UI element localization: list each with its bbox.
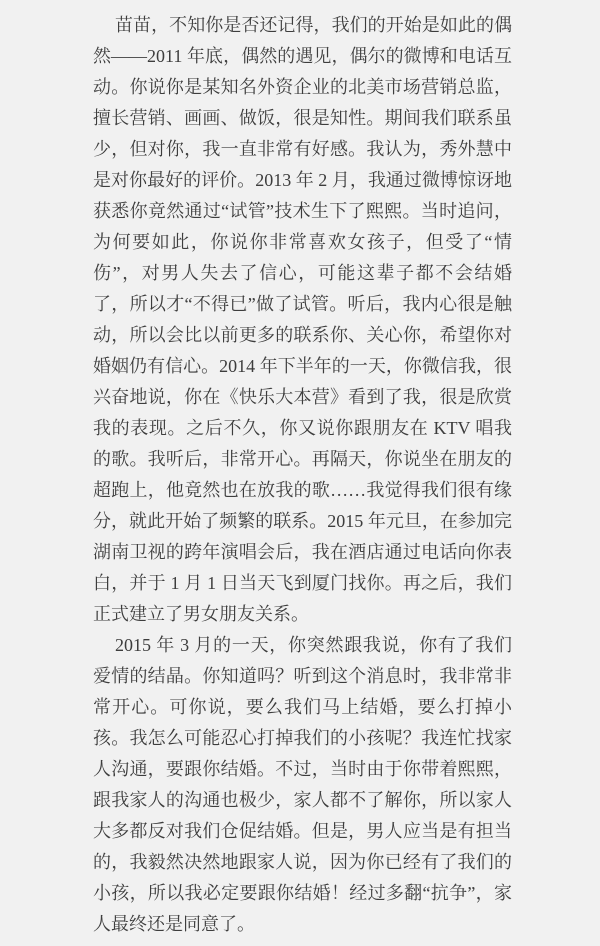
letter-paragraph-2: 2015 年 3 月的一天，你突然跟我说，你有了我们爱情的结晶。你知道吗？听到这个消息时，我非常非常开心。可你说，要么我们马上结婚，要么打掉小孩。我怎么可能忍心打掉我们的小孩呢？我连忙找家人沟通，要跟你结婚。不过，当时由于你带着熙熙，跟我家人的沟通也极少，家人都不了解你，所以家人大多都反对我们仓促结婚。但是，男人应当是有担当的，我毅然决然地跟家人说，因为你已经有了我们的小孩，所以我必定要跟你结婚！经过多翻“抗争”，家人最终还是同意了。 (93, 635, 512, 934)
letter-paragraph-1: 苗苗，不知你是否还记得，我们的开始是如此的偶然——2011 年底，偶然的遇见，偶尔的微博和电话互动。你说你是某知名外资企业的北美市场营销总监，擅长营销、画画、做饭，很是知性。期间我们联系虽少，但对你，我一直非常有好感。我认为，秀外慧中是对你最好的评价。2013 年 2 月，我通过微博惊讶地获悉你竟然通过“试管”技术生下了熙熙。当时追问，为何要如此，你说你非常喜欢女孩子，但受了“情伤”，对男人失去了信心，可能这辈子都不会结婚了，所以才“不得已”做了试管。听后，我内心很是触动，所以会比以前更多的联系你、关心你，希望你对婚姻仍有信心。2014 年下半年的一天，你微信我，很兴奋地说，你在《快乐大本营》看到了我，很是欣赏我的表现。之后不久，你又说你跟朋友在 KTV 唱我的歌。我听后，非常开心。再隔天，你说坐在朋友的超跑上，他竟然也在放我的歌……我觉得我们很有缘分，就此开始了频繁的联系。2015 年元旦，在参加完湖南卫视的跨年演唱会后，我在酒店通过电话向你表白，并于 1 月 1 日当天飞到厦门找你。再之后，我们正式建立了男女朋友关系。 (93, 15, 512, 624)
letter-body (93, 10, 512, 940)
